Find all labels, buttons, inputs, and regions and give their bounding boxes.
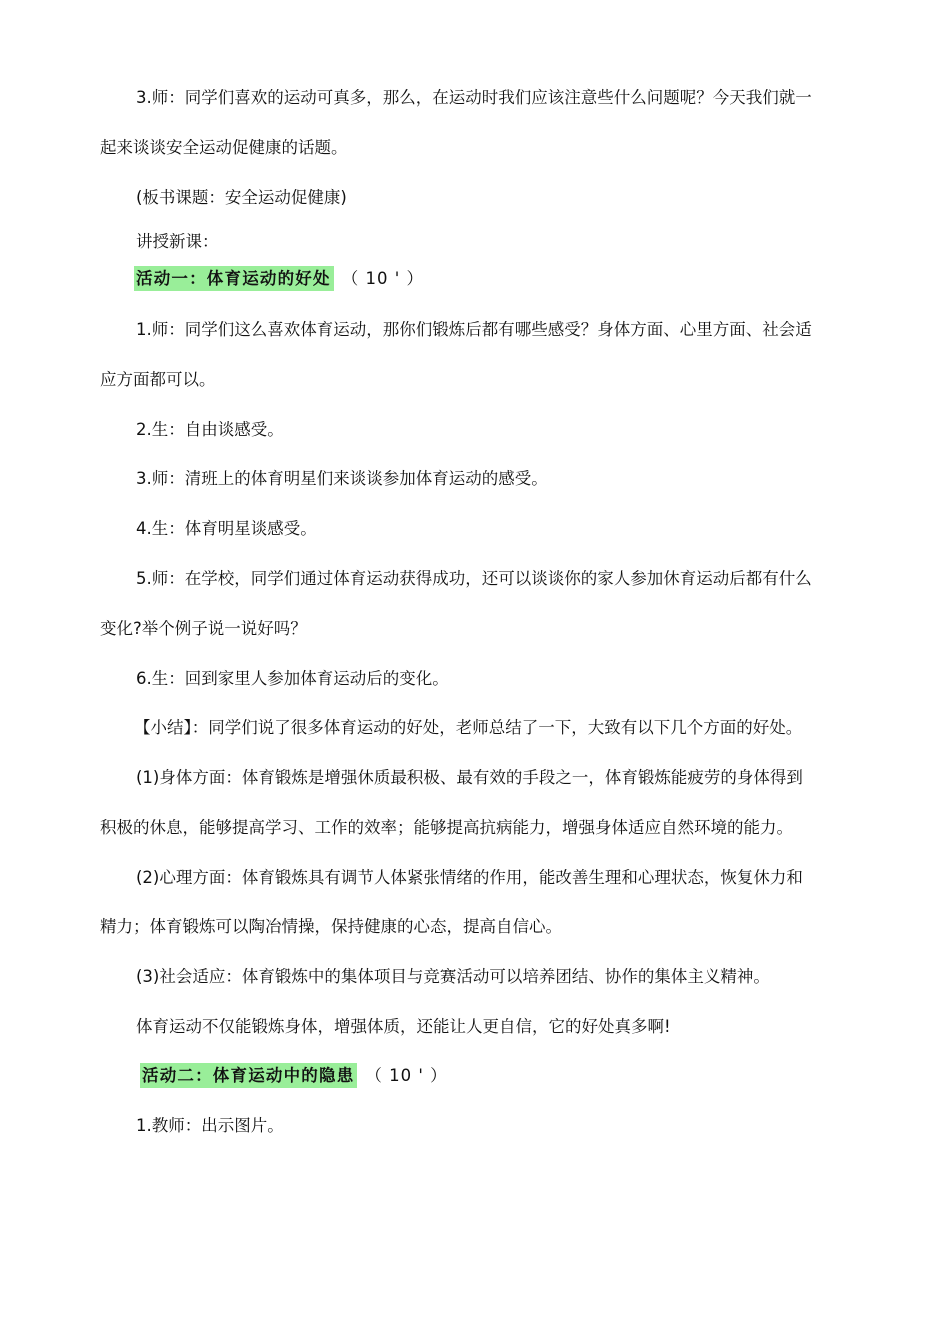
activity-title: 活动一：体育运动的好处: [134, 266, 334, 291]
paragraph-line: 1.教师：出示图片。: [136, 1116, 284, 1135]
paragraph-line: 起来谈谈安全运动促健康的话题。: [100, 138, 348, 157]
paragraph-line: 3.师：同学们喜欢的运动可真多，那么，在运动时我们应该注意些什么问题呢？今天我们就一: [136, 88, 812, 107]
paragraph-line: 1.师：同学们这么喜欢体育运动，那你们锻炼后都有哪些感受？身体方面、心里方面、社会适: [136, 320, 812, 339]
paragraph-line: 讲授新课：: [136, 232, 219, 251]
paragraph-line: 5.师：在学校，同学们通过体育运动获得成功，还可以谈谈你的家人参加休育运动后都有什么: [136, 569, 812, 588]
activity-heading-1: [134, 267, 424, 291]
paragraph-line: 4.生：体育明星谈感受。: [136, 519, 317, 538]
summary-line: 【小结】：同学们说了很多体育运动的好处，老师总结了一下，大致有以下几个方面的好处。: [134, 718, 803, 737]
activity-heading-2: [140, 1064, 448, 1088]
paragraph-line: (2)心理方面：体育锻炼具有调节人体紧张情绪的作用，能改善生理和心理状态，恢复休力和: [136, 868, 803, 887]
paragraph-line: (板书课题：安全运动促健康): [136, 188, 347, 207]
paragraph-line: 3.师：清班上的体育明星们来谈谈参加体育运动的感受。: [136, 469, 548, 488]
paragraph-line: 应方面都可以。: [100, 370, 216, 389]
paragraph-line: 6.生：回到家里人参加体育运动后的变化。: [136, 669, 449, 688]
paragraph-line: (1)身体方面：体育锻炼是增强休质最积极、最有效的手段之一，体育锻炼能疲劳的身体得到: [136, 768, 803, 787]
paragraph-line: 体育运动不仅能锻炼身体，增强体质，还能让人更自信，它的好处真多啊!: [136, 1017, 671, 1036]
paragraph-line: 积极的休息，能够提高学习、工作的效率；能够提高抗病能力，增强身体适应自然环境的能力。: [100, 818, 793, 837]
activity-duration: （ 10 ' ）: [365, 1066, 448, 1085]
paragraph-line: (3)社会适应：体育锻炼中的集体项目与竞赛活动可以培养团结、协作的集体主义精神。: [136, 967, 770, 986]
paragraph-line: 精力；体育锻炼可以陶冶情操，保持健康的心态，提高自信心。: [100, 917, 562, 936]
activity-duration: （ 10 ' ）: [341, 269, 424, 288]
activity-title: 活动二：体育运动中的隐患: [140, 1063, 357, 1088]
paragraph-line: 2.生：自由谈感受。: [136, 420, 284, 439]
paragraph-line: 变化?举个例子说一说好吗？: [100, 619, 307, 638]
